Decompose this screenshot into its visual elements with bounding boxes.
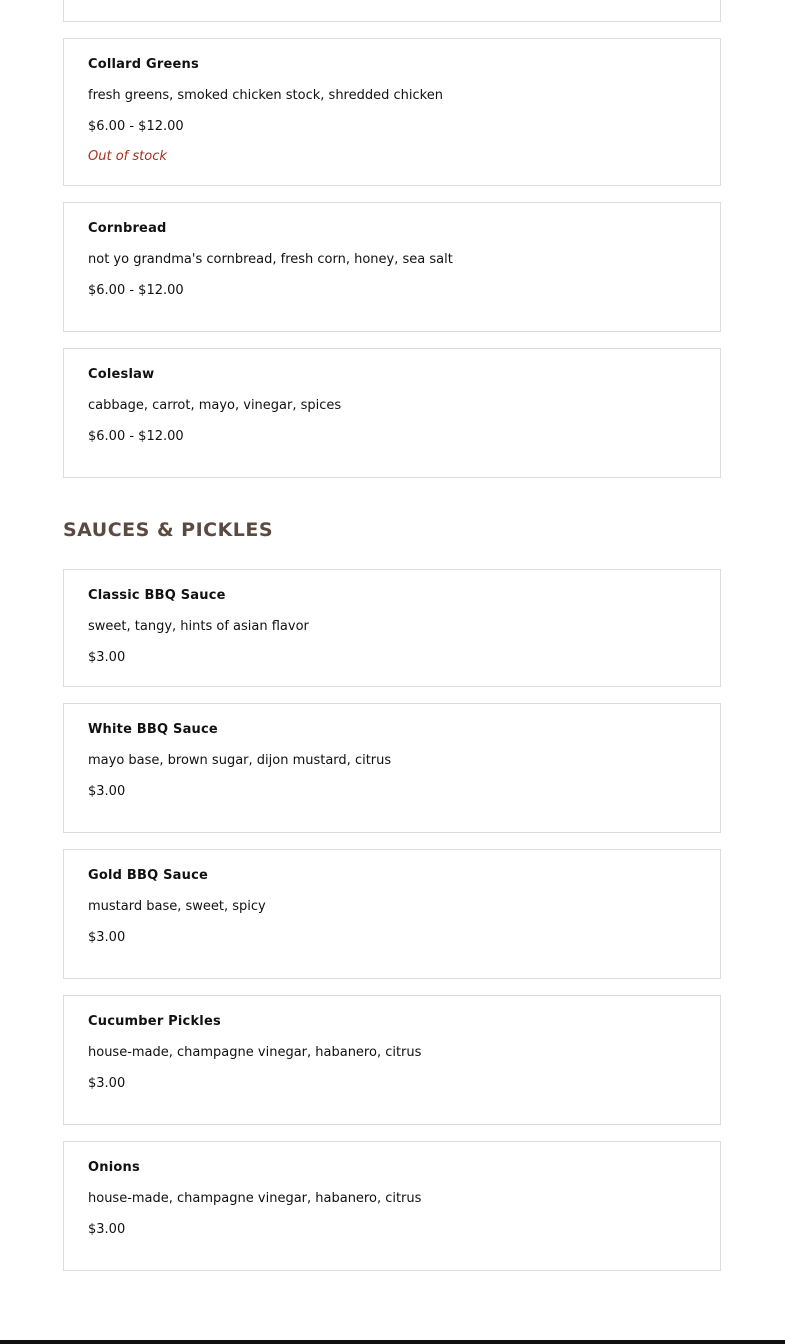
item-price: $3.00 (88, 1222, 126, 1237)
item-name: Collard Greens (88, 57, 199, 72)
item-name: Coleslaw (88, 367, 155, 382)
item-name: Onions (88, 1160, 140, 1175)
item-price: $3.00 (88, 784, 126, 799)
item-name: Cucumber Pickles (88, 1014, 221, 1029)
footer-bar (0, 1340, 785, 1344)
section-title: SAUCES & PICKLES (63, 519, 274, 541)
menu-item-card[interactable] (63, 348, 721, 478)
out-of-stock-label: Out of stock (88, 149, 167, 164)
item-description: not yo grandma's cornbread, fresh corn, honey, sea salt (88, 252, 453, 267)
menu-item-card[interactable] (63, 202, 721, 332)
menu-item-card[interactable] (63, 703, 721, 833)
item-price: $3.00 (88, 1076, 126, 1091)
item-description: sweet, tangy, hints of asian flavor (88, 619, 309, 634)
item-description: fresh greens, smoked chicken stock, shredded chicken (88, 88, 443, 103)
menu-item-card-partial[interactable] (63, 0, 721, 22)
item-name: Gold BBQ Sauce (88, 868, 208, 883)
menu-item-card[interactable] (63, 995, 721, 1125)
item-description: cabbage, carrot, mayo, vinegar, spices (88, 398, 342, 413)
menu-item-card[interactable] (63, 1141, 721, 1271)
item-description: house-made, champagne vinegar, habanero, citrus (88, 1191, 422, 1206)
menu-item-card[interactable] (63, 38, 721, 186)
item-name: Classic BBQ Sauce (88, 588, 226, 603)
item-name: Cornbread (88, 221, 167, 236)
item-price: $6.00 - $12.00 (88, 283, 184, 298)
menu-item-card[interactable] (63, 569, 721, 687)
item-price: $6.00 - $12.00 (88, 429, 184, 444)
item-price: $6.00 - $12.00 (88, 119, 184, 134)
item-name: White BBQ Sauce (88, 722, 218, 737)
item-price: $3.00 (88, 650, 126, 665)
item-price: $3.00 (88, 930, 126, 945)
item-description: house-made, champagne vinegar, habanero, citrus (88, 1045, 422, 1060)
menu-item-card[interactable] (63, 849, 721, 979)
item-description: mustard base, sweet, spicy (88, 899, 266, 914)
item-description: mayo base, brown sugar, dijon mustard, citrus (88, 753, 392, 768)
